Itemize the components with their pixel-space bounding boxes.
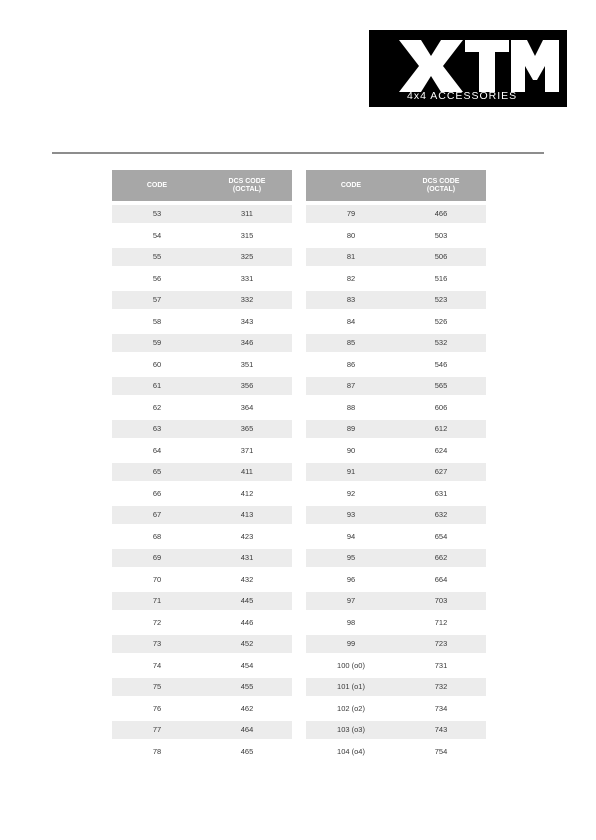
header-dcs-code [396,178,486,194]
table-body [306,205,486,761]
cell-dcs-code: 612 [434,424,448,433]
dcs-table-right [306,170,486,760]
cell-dcs-code: 523 [434,295,448,304]
cell-dcs-code: 445 [240,596,254,605]
table-row [112,355,292,373]
table-row [306,248,486,266]
cell-code: 80 [346,230,356,240]
cell-dcs-code: 454 [240,660,254,670]
cell-dcs-code: 413 [240,510,254,519]
cell-code: 61 [152,381,162,390]
cell-dcs-code: 546 [434,359,448,369]
table-row [112,269,292,287]
cell-code: 62 [152,402,162,412]
cell-dcs-code: 754 [434,746,448,756]
cell-code: 83 [346,295,356,304]
cell-code: 77 [152,725,162,734]
cell-dcs-code: 412 [240,488,254,498]
header-divider [52,152,544,154]
cell-dcs-code: 654 [434,531,448,541]
table-row [112,678,292,696]
header-dcs-line2: (OCTAL) [232,185,262,193]
cell-dcs-code: 732 [434,682,448,691]
cell-dcs-code: 632 [434,510,448,519]
table-row [306,334,486,352]
table-row [112,334,292,352]
cell-dcs-code: 731 [434,660,448,670]
table-header [112,170,292,201]
cell-dcs-code: 423 [240,531,254,541]
cell-code: 82 [346,273,356,283]
table-row [306,527,486,545]
header-dcs-code [202,178,292,194]
cell-code: 70 [152,574,162,584]
table-row [306,484,486,502]
cell-code: 79 [346,209,356,218]
cell-dcs-code: 462 [240,703,254,713]
cell-code: 66 [152,488,162,498]
header-dcs-line2: (OCTAL) [426,185,456,193]
cell-code: 103 (o3) [337,725,365,734]
cell-code: 78 [152,746,162,756]
cell-code: 90 [346,445,356,455]
cell-dcs-code: 356 [240,381,254,390]
table-row [306,699,486,717]
table-row [306,463,486,481]
cell-dcs-code: 325 [240,252,254,261]
cell-dcs-code: 331 [240,273,254,283]
table-row [306,398,486,416]
cell-code: 58 [152,316,162,326]
cell-dcs-code: 664 [434,574,448,584]
cell-dcs-code: 311 [241,209,253,218]
table-row [112,721,292,739]
cell-code: 86 [346,359,356,369]
table-row [112,506,292,524]
cell-code: 93 [346,510,356,519]
xtm-logo [369,30,567,107]
cell-dcs-code: 332 [240,295,254,304]
table-row [306,742,486,760]
table-row [112,441,292,459]
cell-dcs-code: 343 [240,316,254,326]
cell-dcs-code: 526 [434,316,448,326]
cell-dcs-code: 631 [434,488,448,498]
cell-dcs-code: 465 [240,746,254,756]
cell-dcs-code: 446 [240,617,254,627]
cell-code: 101 (o1) [337,682,365,691]
table-row [306,355,486,373]
cell-dcs-code: 532 [434,338,448,347]
table-row [112,592,292,610]
cell-dcs-code: 431 [240,553,254,562]
table-row [306,269,486,287]
cell-dcs-code: 565 [434,381,448,390]
table-row [112,205,292,223]
cell-code: 99 [346,639,356,648]
cell-dcs-code: 703 [434,596,448,605]
table-row [306,441,486,459]
cell-code: 71 [152,596,162,605]
table-row [306,721,486,739]
cell-dcs-code: 506 [434,252,448,261]
cell-code: 87 [346,381,356,390]
header-dcs-line1: DCS CODE [422,177,460,185]
table-row [112,635,292,653]
table-row [306,592,486,610]
table-row [306,656,486,674]
table-row [306,377,486,395]
table-row [112,656,292,674]
table-row [306,570,486,588]
table-row [112,463,292,481]
table-header [306,170,486,201]
cell-code: 89 [346,424,356,433]
dcs-table-left [112,170,292,760]
cell-dcs-code: 411 [241,467,253,476]
cell-dcs-code: 743 [434,725,448,734]
cell-dcs-code: 712 [434,617,448,627]
cell-code: 55 [152,252,162,261]
cell-code: 104 (o4) [337,746,365,756]
cell-code: 68 [152,531,162,541]
cell-dcs-code: 464 [240,725,254,734]
cell-code: 53 [152,209,162,218]
table-row [112,549,292,567]
cell-dcs-code: 516 [434,273,448,283]
cell-code: 84 [346,316,356,326]
table-row [306,226,486,244]
logo-tagline: 4x4 ACCESSORIES [407,90,518,102]
header-code: CODE [146,181,168,189]
cell-code: 85 [346,338,356,347]
cell-code: 74 [152,660,162,670]
cell-dcs-code: 624 [434,445,448,455]
table-row [112,527,292,545]
cell-code: 59 [152,338,162,347]
table-row [112,613,292,631]
table-row [112,699,292,717]
cell-dcs-code: 627 [434,467,448,476]
table-row [112,420,292,438]
table-row [306,312,486,330]
table-row [306,549,486,567]
cell-dcs-code: 452 [240,639,254,648]
table-row [112,248,292,266]
cell-code: 100 (o0) [337,660,365,670]
cell-code: 54 [152,230,162,240]
header-dcs-line1: DCS CODE [228,177,266,185]
cell-dcs-code: 455 [240,682,254,691]
cell-code: 76 [152,703,162,713]
cell-code: 95 [346,553,356,562]
cell-code: 64 [152,445,162,455]
cell-dcs-code: 351 [240,359,254,369]
cell-code: 73 [152,639,162,648]
cell-code: 75 [152,682,162,691]
cell-code: 102 (o2) [337,703,365,713]
header-code: CODE [340,181,362,189]
cell-code: 72 [152,617,162,627]
cell-code: 60 [152,359,162,369]
table-row [112,570,292,588]
cell-code: 94 [346,531,356,541]
cell-dcs-code: 364 [240,402,254,412]
table-row [306,506,486,524]
table-row [112,312,292,330]
cell-dcs-code: 315 [240,230,254,240]
cell-dcs-code: 606 [434,402,448,412]
cell-code: 69 [152,553,162,562]
cell-code: 67 [152,510,162,519]
cell-dcs-code: 346 [240,338,254,347]
cell-code: 65 [152,467,162,476]
table-row [112,398,292,416]
cell-dcs-code: 466 [434,209,448,218]
table-row [306,613,486,631]
table-row [306,420,486,438]
table-row [112,742,292,760]
cell-code: 57 [152,295,162,304]
table-row [112,484,292,502]
cell-code: 92 [346,488,356,498]
cell-dcs-code: 662 [434,553,448,562]
table-row [112,377,292,395]
cell-dcs-code: 365 [240,424,254,433]
table-row [306,635,486,653]
cell-dcs-code: 723 [434,639,448,648]
table-body [112,205,292,761]
table-row [306,291,486,309]
table-row [306,678,486,696]
table-row [112,226,292,244]
cell-dcs-code: 503 [434,230,448,240]
cell-code: 88 [346,402,356,412]
cell-code: 96 [346,574,356,584]
cell-dcs-code: 432 [240,574,254,584]
table-row [306,205,486,223]
cell-code: 81 [346,252,356,261]
cell-code: 98 [346,617,356,627]
cell-dcs-code: 734 [434,703,448,713]
cell-code: 56 [152,273,162,283]
cell-dcs-code: 371 [240,445,254,455]
cell-code: 63 [152,424,162,433]
cell-code: 97 [346,596,356,605]
table-row [112,291,292,309]
cell-code: 91 [346,467,356,476]
